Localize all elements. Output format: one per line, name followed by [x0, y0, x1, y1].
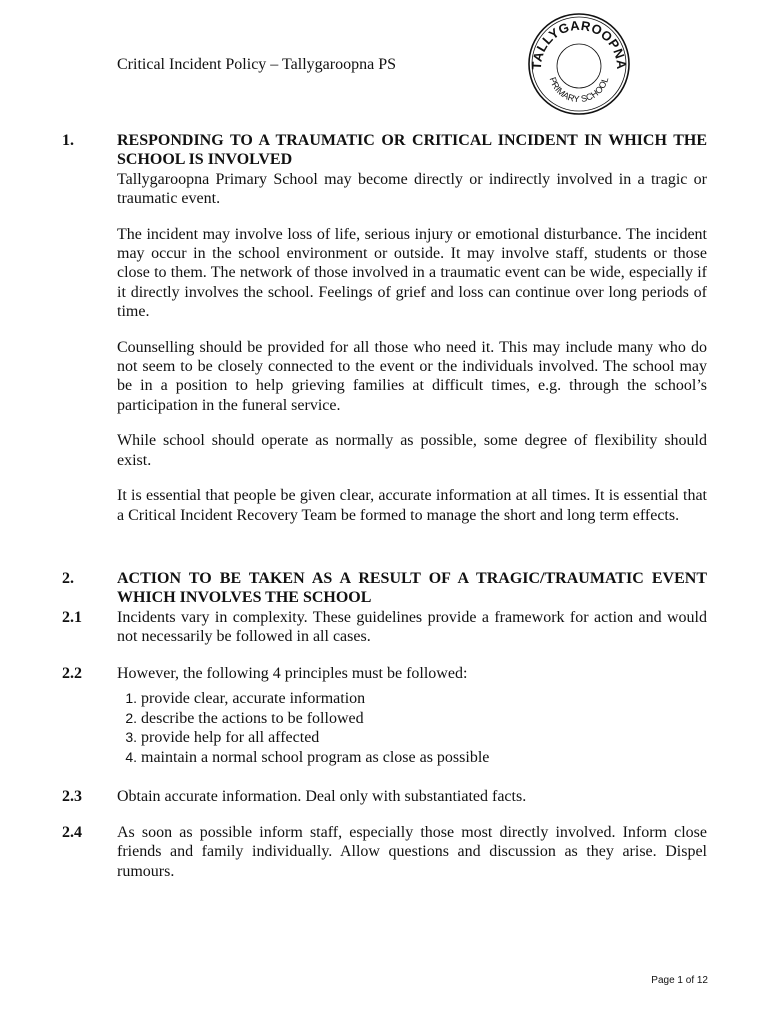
list-item — [125, 689, 707, 708]
section-heading: ACTION TO BE TAKEN AS A RESULT OF A TRAGIC/TRAUMATIC EVENT WHICH INVOLVES THE SCHOOL — [117, 570, 707, 607]
paragraph: The incident may involve loss of life, serious injury or emotional disturbance. The incident may occur in the school environment or outside. It may involve staff, students or those close to them. The network of those involved in a traumatic event can be wide, especially if it directly involves the school. Feelings of grief and loss can continue over long periods of time. — [117, 225, 707, 321]
paragraph: Tallygaroopna Primary School may become directly or indirectly involved in a tragic or traumatic event. — [117, 170, 707, 208]
list-item — [125, 709, 707, 728]
section-heading: RESPONDING TO A TRAUMATIC OR CRITICAL INCIDENT IN WHICH THE SCHOOL IS INVOLVED — [117, 132, 707, 169]
list-number: 3. — [125, 729, 137, 746]
section-2 — [62, 569, 712, 608]
clause-text: Obtain accurate information. Deal only with substantiated facts. — [117, 788, 527, 805]
clause-number: 2.1 — [62, 609, 82, 626]
section-number: 2. — [62, 570, 74, 587]
school-logo — [527, 12, 631, 116]
list-number: 4. — [125, 748, 137, 765]
list-number: 1. — [125, 690, 137, 707]
section-number: 1. — [62, 132, 74, 149]
clause-2-3 — [62, 787, 712, 806]
clause-text: Incidents vary in complexity. These guidelines provide a framework for action and would not necessarily be followed in all cases. — [117, 609, 707, 646]
svg-text:PRIMARY SCHOOL — [548, 76, 611, 104]
document-header-title: Critical Incident Policy – Tallygaroopna PS — [117, 56, 396, 73]
page-number: Page 1 of 12 — [651, 975, 708, 986]
list-number: 2. — [125, 709, 137, 726]
clause-2-4 — [62, 823, 712, 881]
list-item — [125, 748, 707, 767]
paragraph: Counselling should be provided for all those who need it. This may include many who do not seem to be closely connected to the event or the individuals involved. The school may be in a position to help grieving families at difficult times, e.g. through the school’s participation in the funeral service. — [117, 338, 707, 414]
list-item-text: provide clear, accurate information — [141, 690, 366, 708]
paragraph: It is essential that people be given clear, accurate information at all times. It is essential that a Critical Incident Recovery Team be formed to manage the short and long term effects. — [117, 487, 707, 524]
list-item — [125, 728, 707, 747]
clause-number: 2.4 — [62, 824, 82, 841]
list-item-text: provide help for all affected — [141, 729, 320, 747]
clause-text: However, the following 4 principles must be followed: — [117, 665, 468, 682]
list-item-text: maintain a normal school program as close as possible — [141, 748, 490, 766]
clause-number: 2.2 — [62, 665, 82, 682]
paragraph: While school should operate as normally as possible, some degree of flexibility should exist. — [117, 432, 707, 469]
clause-text: As soon as possible inform staff, especially those most directly involved. Inform close friends and family individually. Allow questions and discussion as they arise. Dispel rumours. — [117, 824, 707, 880]
logo-bottom-text: PRIMARY SCHOOL — [547, 75, 611, 105]
clause-2-1 — [62, 608, 712, 647]
logo-top-text: TALLYGAROOPNA — [528, 17, 630, 71]
section-1 — [62, 131, 712, 525]
clause-number: 2.3 — [62, 788, 82, 805]
clause-2-2 — [62, 664, 712, 767]
list-item-text: describe the actions to be followed — [141, 709, 364, 727]
principles-list — [117, 689, 707, 767]
